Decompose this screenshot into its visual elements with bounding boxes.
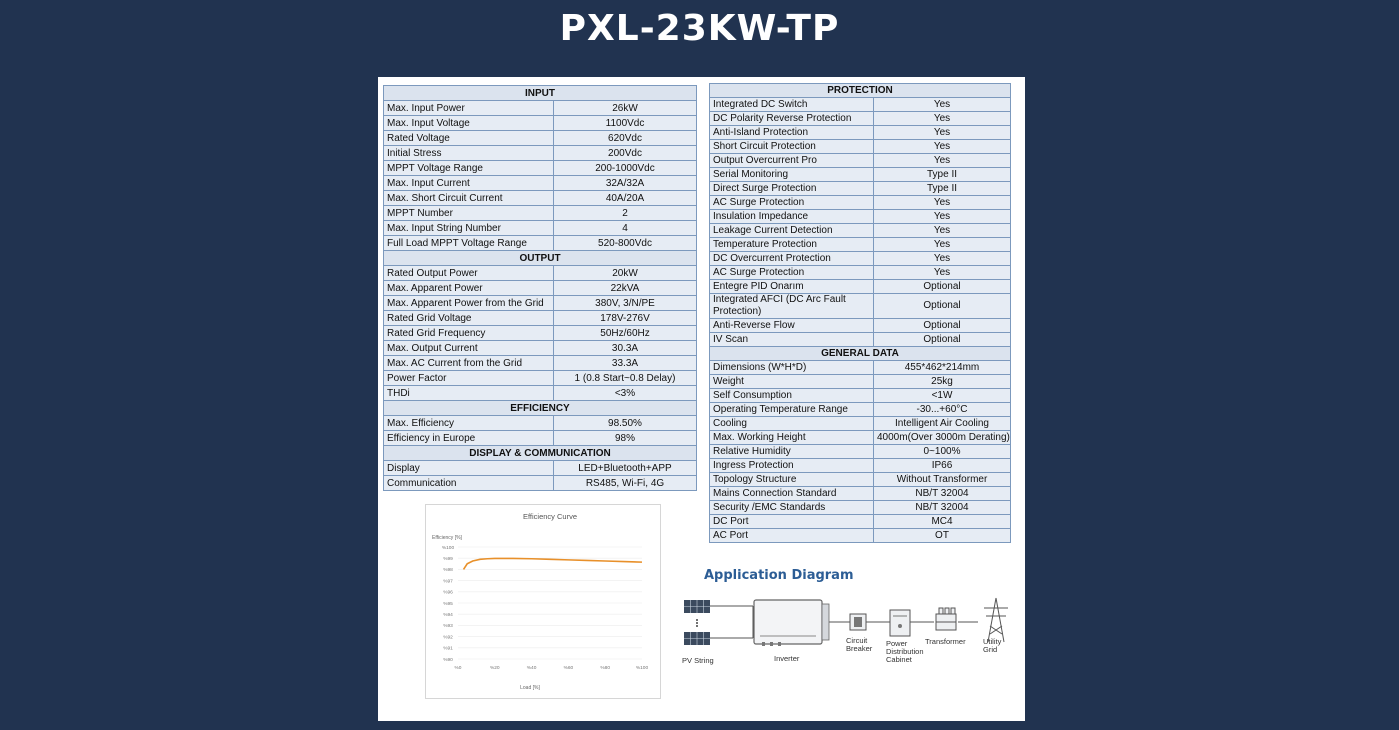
table-row: [384, 191, 697, 206]
breaker-label-1: Circuit: [846, 636, 868, 645]
table-row: [710, 238, 1011, 252]
table-row: [384, 356, 697, 371]
spec-label: DC Overcurrent Protection: [710, 252, 874, 266]
spec-value: <1W: [874, 389, 1011, 403]
spec-value: MC4: [874, 515, 1011, 529]
table-row: [384, 161, 697, 176]
spec-value: 455*462*214mm: [874, 361, 1011, 375]
spec-label: Max. Short Circuit Current: [384, 191, 554, 206]
spec-label: Mains Connection Standard: [710, 487, 874, 501]
spec-value: 25kg: [874, 375, 1011, 389]
spec-label: Leakage Current Detection: [710, 224, 874, 238]
distribution-cabinet-icon: [890, 610, 910, 636]
spec-value: Yes: [874, 238, 1011, 252]
table-row: [710, 501, 1011, 515]
spec-value: Type II: [874, 182, 1011, 196]
table-row: [710, 126, 1011, 140]
section-header-cell: DISPLAY & COMMUNICATION: [384, 446, 697, 461]
spec-label: Ingress Protection: [710, 459, 874, 473]
spec-label: AC Surge Protection: [710, 196, 874, 210]
table-row: [710, 140, 1011, 154]
transformer-label: Transformer: [925, 637, 966, 646]
spec-label: Max. Input Current: [384, 176, 554, 191]
table-row: [384, 311, 697, 326]
table-row: [710, 431, 1011, 445]
spec-value: 620Vdc: [554, 131, 697, 146]
breaker-label-2: Breaker: [846, 644, 873, 653]
efficiency-series-line: [464, 558, 642, 569]
table-row: [710, 473, 1011, 487]
cabinet-label-3: Cabinet: [886, 655, 912, 664]
spec-label: Topology Structure: [710, 473, 874, 487]
table-row: [384, 476, 697, 491]
spec-label: DC Polarity Reverse Protection: [710, 112, 874, 126]
efficiency-chart: [425, 504, 661, 699]
table-row: [384, 146, 697, 161]
spec-value: 33.3A: [554, 356, 697, 371]
spec-value: 178V-276V: [554, 311, 697, 326]
spec-value: 200Vdc: [554, 146, 697, 161]
spec-value: Optional: [874, 294, 1011, 319]
table-row: [710, 196, 1011, 210]
spec-label: Efficiency in Europe: [384, 431, 554, 446]
spec-label: Max. AC Current from the Grid: [384, 356, 554, 371]
spec-value: Optional: [874, 319, 1011, 333]
spec-value: Type II: [874, 168, 1011, 182]
spec-label: MPPT Number: [384, 206, 554, 221]
y-tick-label: %99: [443, 557, 453, 562]
table-row: [384, 371, 697, 386]
spec-label: Anti-Reverse Flow: [710, 319, 874, 333]
table-row: [710, 182, 1011, 196]
spec-label: Display: [384, 461, 554, 476]
datasheet: [378, 77, 1025, 721]
spec-value: Yes: [874, 154, 1011, 168]
spec-label: Max. Efficiency: [384, 416, 554, 431]
spec-label: Max. Output Current: [384, 341, 554, 356]
spec-label: Self Consumption: [710, 389, 874, 403]
section-header-cell: EFFICIENCY: [384, 401, 697, 416]
spec-value: Yes: [874, 126, 1011, 140]
table-row: [710, 224, 1011, 238]
spec-value: NB/T 32004: [874, 501, 1011, 515]
spec-label: Operating Temperature Range: [710, 403, 874, 417]
table-row: [710, 294, 1011, 319]
cabinet-label-2: Distribution: [886, 647, 924, 656]
table-row: [710, 210, 1011, 224]
spec-label: AC Surge Protection: [710, 266, 874, 280]
table-row: [384, 296, 697, 311]
spec-value: 20kW: [554, 266, 697, 281]
spec-label: Cooling: [710, 417, 874, 431]
spec-value: 30.3A: [554, 341, 697, 356]
x-tick-label: %60: [563, 666, 574, 671]
spec-value: Yes: [874, 140, 1011, 154]
pv-string-label: PV String: [682, 656, 714, 665]
table-row: [710, 375, 1011, 389]
spec-value: Yes: [874, 224, 1011, 238]
inverter-label: Inverter: [774, 654, 800, 663]
spec-label: Initial Stress: [384, 146, 554, 161]
section-header-cell: INPUT: [384, 86, 697, 101]
y-tick-label: %95: [443, 601, 453, 607]
table-row: [710, 266, 1011, 280]
spec-label: Max. Input String Number: [384, 221, 554, 236]
spec-value: 0~100%: [874, 445, 1011, 459]
spec-value: 1 (0.8 Start~0.8 Delay): [554, 371, 697, 386]
table-row: [710, 280, 1011, 294]
spec-value: 4: [554, 221, 697, 236]
x-tick-label: %80: [600, 666, 611, 671]
application-diagram-title: Application Diagram: [704, 568, 854, 583]
spec-value: OT: [874, 529, 1011, 543]
application-diagram: [678, 592, 1018, 672]
spec-label: Temperature Protection: [710, 238, 874, 252]
section-header: [384, 401, 697, 416]
spec-label: Direct Surge Protection: [710, 182, 874, 196]
table-row: [710, 459, 1011, 473]
spec-value: 4000m(Over 3000m Derating): [874, 431, 1011, 445]
y-tick-label: %98: [443, 568, 453, 574]
section-header: [710, 347, 1011, 361]
section-header: [384, 251, 697, 266]
spec-label: Serial Monitoring: [710, 168, 874, 182]
spec-table-left: [383, 85, 697, 491]
spec-value: 40A/20A: [554, 191, 697, 206]
cabinet-label-1: Power: [886, 639, 908, 648]
spec-value: Optional: [874, 280, 1011, 294]
y-tick-label: %97: [443, 579, 453, 585]
table-row: [710, 154, 1011, 168]
spec-value: IP66: [874, 459, 1011, 473]
spec-label: Weight: [710, 375, 874, 389]
inverter-icon: [754, 600, 829, 646]
spec-label: AC Port: [710, 529, 874, 543]
utility-grid-icon: [984, 598, 1008, 642]
spec-label: Security /EMC Standards: [710, 501, 874, 515]
y-tick-label: %91: [443, 646, 453, 652]
table-row: [710, 252, 1011, 266]
spec-label: Rated Voltage: [384, 131, 554, 146]
x-axis-label: Load [%]: [520, 685, 540, 691]
table-row: [710, 319, 1011, 333]
spec-value: Yes: [874, 266, 1011, 280]
chart-title: Efficiency Curve: [522, 512, 578, 521]
spec-value: 32A/32A: [554, 176, 697, 191]
spec-value: 98.50%: [554, 416, 697, 431]
spec-value: 98%: [554, 431, 697, 446]
table-row: [384, 101, 697, 116]
spec-value: 22kVA: [554, 281, 697, 296]
spec-value: 2: [554, 206, 697, 221]
spec-value: 26kW: [554, 101, 697, 116]
spec-label: Rated Grid Frequency: [384, 326, 554, 341]
spec-label: MPPT Voltage Range: [384, 161, 554, 176]
table-row: [384, 461, 697, 476]
spec-value: <3%: [554, 386, 697, 401]
table-row: [384, 326, 697, 341]
spec-label: Dimensions (W*H*D): [710, 361, 874, 375]
table-row: [384, 221, 697, 236]
spec-label: Full Load MPPT Voltage Range: [384, 236, 554, 251]
section-header-cell: PROTECTION: [710, 84, 1011, 98]
spec-value: Optional: [874, 333, 1011, 347]
spec-label: Rated Grid Voltage: [384, 311, 554, 326]
table-row: [710, 487, 1011, 501]
y-tick-label: %93: [443, 624, 453, 630]
grid-label-2: Grid: [983, 645, 998, 654]
spec-label: Relative Humidity: [710, 445, 874, 459]
y-tick-label: %100: [441, 545, 455, 551]
spec-label: Max. Apparent Power: [384, 281, 554, 296]
section-header-cell: GENERAL DATA: [710, 347, 1011, 361]
table-row: [384, 341, 697, 356]
spec-label: THDi: [384, 386, 554, 401]
section-header: [384, 86, 697, 101]
spec-label: Power Factor: [384, 371, 554, 386]
table-row: [710, 529, 1011, 543]
x-tick-label: %100: [635, 666, 649, 671]
table-row: [710, 389, 1011, 403]
spec-label: Integrated AFCI (DC Arc Fault Protection): [710, 294, 874, 319]
section-header: [710, 84, 1011, 98]
table-row: [384, 281, 697, 296]
spec-label: Communication: [384, 476, 554, 491]
spec-value: 200-1000Vdc: [554, 161, 697, 176]
spec-value: Intelligent Air Cooling: [874, 417, 1011, 431]
spec-value: NB/T 32004: [874, 487, 1011, 501]
grid-label-1: Utility: [983, 637, 1002, 646]
spec-value: LED+Bluetooth+APP: [554, 461, 697, 476]
table-row: [384, 386, 697, 401]
table-row: [710, 333, 1011, 347]
spec-label: Max. Apparent Power from the Grid: [384, 296, 554, 311]
page-title: PXL-23KW-TP: [559, 8, 840, 49]
table-row: [384, 131, 697, 146]
spec-value: Yes: [874, 252, 1011, 266]
spec-table-right: [709, 83, 1011, 543]
spec-label: Integrated DC Switch: [710, 98, 874, 112]
table-row: [710, 403, 1011, 417]
spec-value: 50Hz/60Hz: [554, 326, 697, 341]
table-row: [710, 361, 1011, 375]
table-row: [710, 112, 1011, 126]
y-tick-label: %90: [443, 657, 453, 663]
section-header: [384, 446, 697, 461]
spec-label: DC Port: [710, 515, 874, 529]
spec-value: Yes: [874, 210, 1011, 224]
spec-label: Insulation Impedance: [710, 210, 874, 224]
table-row: [384, 236, 697, 251]
table-row: [384, 206, 697, 221]
table-row: [710, 515, 1011, 529]
spec-value: Yes: [874, 98, 1011, 112]
spec-value: 1100Vdc: [554, 116, 697, 131]
spec-label: Rated Output Power: [384, 266, 554, 281]
table-row: [384, 416, 697, 431]
spec-label: Short Circuit Protection: [710, 140, 874, 154]
pv-panel-icon: [684, 600, 710, 645]
y-tick-label: %92: [443, 635, 453, 641]
table-row: [384, 431, 697, 446]
spec-label: Max. Input Voltage: [384, 116, 554, 131]
x-tick-label: %20: [489, 666, 500, 671]
table-row: [384, 116, 697, 131]
table-row: [710, 417, 1011, 431]
spec-value: 380V, 3/N/PE: [554, 296, 697, 311]
spec-label: Entegre PID Onarım: [710, 280, 874, 294]
spec-label: Anti-Island Protection: [710, 126, 874, 140]
spec-value: -30...+60°C: [874, 403, 1011, 417]
table-row: [384, 266, 697, 281]
spec-value: Yes: [874, 196, 1011, 210]
spec-label: Output Overcurrent Pro: [710, 154, 874, 168]
x-tick-label: %40: [526, 666, 537, 671]
y-tick-label: %96: [443, 590, 453, 596]
spec-value: Without Transformer: [874, 473, 1011, 487]
section-header-cell: OUTPUT: [384, 251, 697, 266]
spec-value: 520-800Vdc: [554, 236, 697, 251]
y-tick-label: %94: [443, 613, 453, 618]
spec-value: Yes: [874, 112, 1011, 126]
spec-label: Max. Input Power: [384, 101, 554, 116]
x-tick-label: %0: [454, 666, 462, 671]
y-axis-label: Efficiency [%]: [432, 535, 462, 541]
table-row: [710, 445, 1011, 459]
spec-value: RS485, Wi-Fi, 4G: [554, 476, 697, 491]
circuit-breaker-icon: [850, 614, 866, 630]
spec-label: Max. Working Height: [710, 431, 874, 445]
table-row: [710, 168, 1011, 182]
table-row: [384, 176, 697, 191]
spec-label: IV Scan: [710, 333, 874, 347]
efficiency-chart-svg: [426, 505, 660, 698]
table-row: [710, 98, 1011, 112]
transformer-icon: [936, 608, 956, 630]
